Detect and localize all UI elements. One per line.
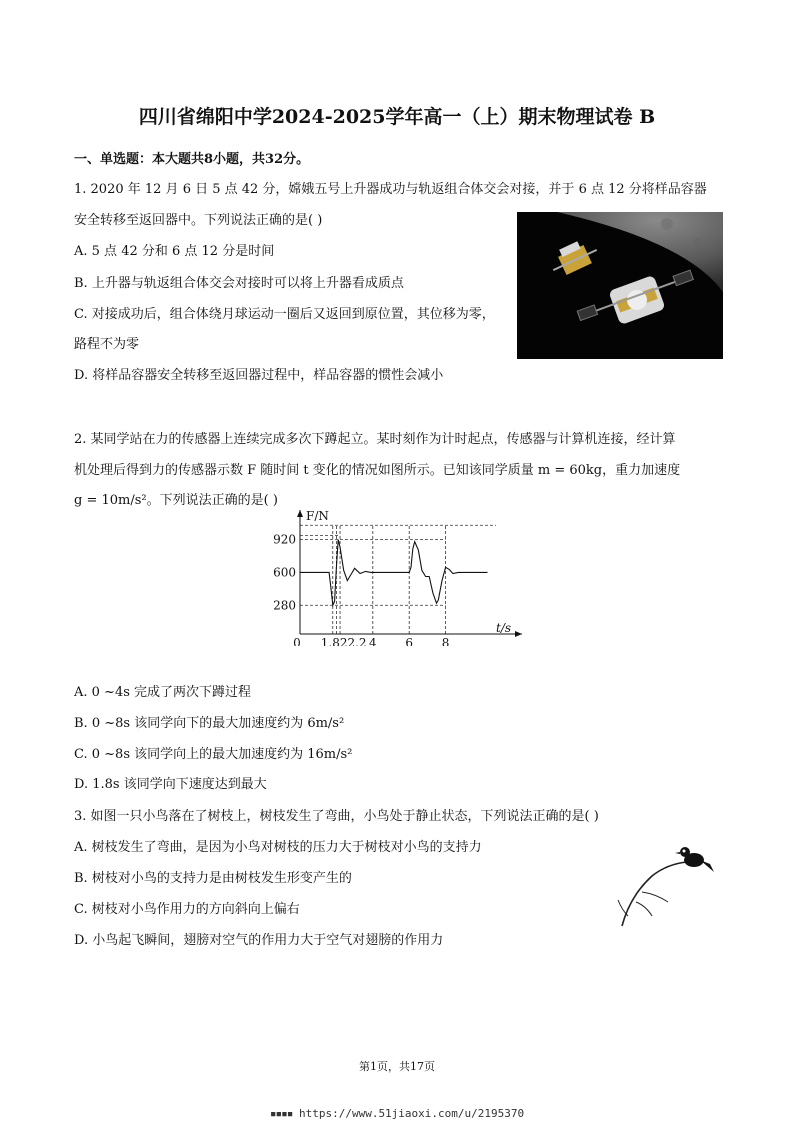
x-tick-group-1.8-2.2: 1.822.2 (320, 636, 367, 646)
y-tick-600: 600 (273, 565, 296, 580)
bird-on-branch-illustration (612, 836, 722, 932)
spacecraft-photo (517, 212, 723, 359)
q3-option-d: D. 小鸟起飞瞬间，翅膀对空气的作用力大于空气对翅膀的作用力 (74, 933, 444, 948)
q3-stem: 3. 如图一只小鸟落在了树枝上，树枝发生了弯曲，小鸟处于静止状态，下列说法正确的是( ) (74, 809, 599, 824)
x-tick-8: 8 (441, 636, 450, 646)
q3-option-a: A. 树枝发生了弯曲，是因为小鸟对树枝的压力大于树枝对小鸟的支持力 (74, 840, 482, 855)
q1-option-c-line-2: 路程不为零 (74, 337, 140, 352)
section-heading: 一、单选题：本大题共8小题，共32分。 (74, 152, 310, 167)
origin-label: 0 (293, 636, 301, 646)
x-axis-arrow (515, 631, 522, 637)
y-tick-920: 920 (273, 532, 296, 547)
q2-option-a: A. 0 ~4s 完成了两次下蹲过程 (74, 685, 252, 700)
x-tick-4: 4 (368, 636, 377, 646)
q1-option-a: A. 5 点 42 分和 6 点 12 分是时间 (74, 244, 275, 259)
q3-option-b: B. 树枝对小鸟的支持力是由树枝发生形变产生的 (74, 871, 352, 886)
force-curve (300, 540, 488, 606)
q2-option-d: D. 1.8s 该同学向下速度达到最大 (74, 777, 267, 792)
q3-option-c: C. 树枝对小鸟作用力的方向斜向上偏右 (74, 902, 300, 917)
q2-option-c: C. 0 ~8s 该同学向上的最大加速度约为 16m/s² (74, 747, 353, 762)
q2-stem-line-1: 2. 某同学站在力的传感器上连续完成多次下蹲起立。某时刻作为计时起点，传感器与计算机连接，经计算 (74, 432, 676, 447)
y-tick-280: 280 (273, 598, 296, 613)
watermark (0, 1107, 794, 1120)
q2-stem-line-3: g = 10m/s²。下列说法正确的是( ) (74, 493, 278, 508)
y-axis-arrow (297, 510, 303, 517)
q1-stem-line-1: 1. 2020 年 12 月 6 日 5 点 42 分，嫦娥五号上升器成功与轨返组合体交会对接，并于 6 点 12 分将样品容器 (74, 182, 707, 197)
y-axis-label: F/N (306, 509, 329, 523)
force-time-chart (260, 506, 530, 646)
q1-option-b: B. 上升器与轨返组合体交会对接时可以将上升器看成质点 (74, 276, 404, 291)
q2-option-b: B. 0 ~8s 该同学向下的最大加速度约为 6m/s² (74, 716, 345, 731)
q2-stem-line-2: 机处理后得到力的传感器示数 F 随时间 t 变化的情况如图所示。已知该同学质量 m = 60kg，重力加速度 (74, 463, 681, 478)
x-tick-6: 6 (405, 636, 414, 646)
x-axis-label: t/s (496, 621, 512, 635)
page-footer: 第1页，共17页 (359, 1060, 435, 1073)
watermark-url: https://www.51jiaoxi.com/u/2195370 (298, 1107, 525, 1120)
q1-option-c-line-1: C. 对接成功后，组合体绕月球运动一圈后又返回到原位置，其位移为零， (74, 307, 495, 322)
watermark-dots: ▪▪▪▪ (269, 1107, 293, 1120)
q1-stem-line-2: 安全转移至返回器中。下列说法正确的是( ) (74, 213, 323, 228)
q1-option-d: D. 将样品容器安全转移至返回器过程中，样品容器的惯性会减小 (74, 368, 444, 383)
page-title: 四川省绵阳中学2024-2025学年高一（上）期末物理试卷 B (138, 106, 656, 128)
